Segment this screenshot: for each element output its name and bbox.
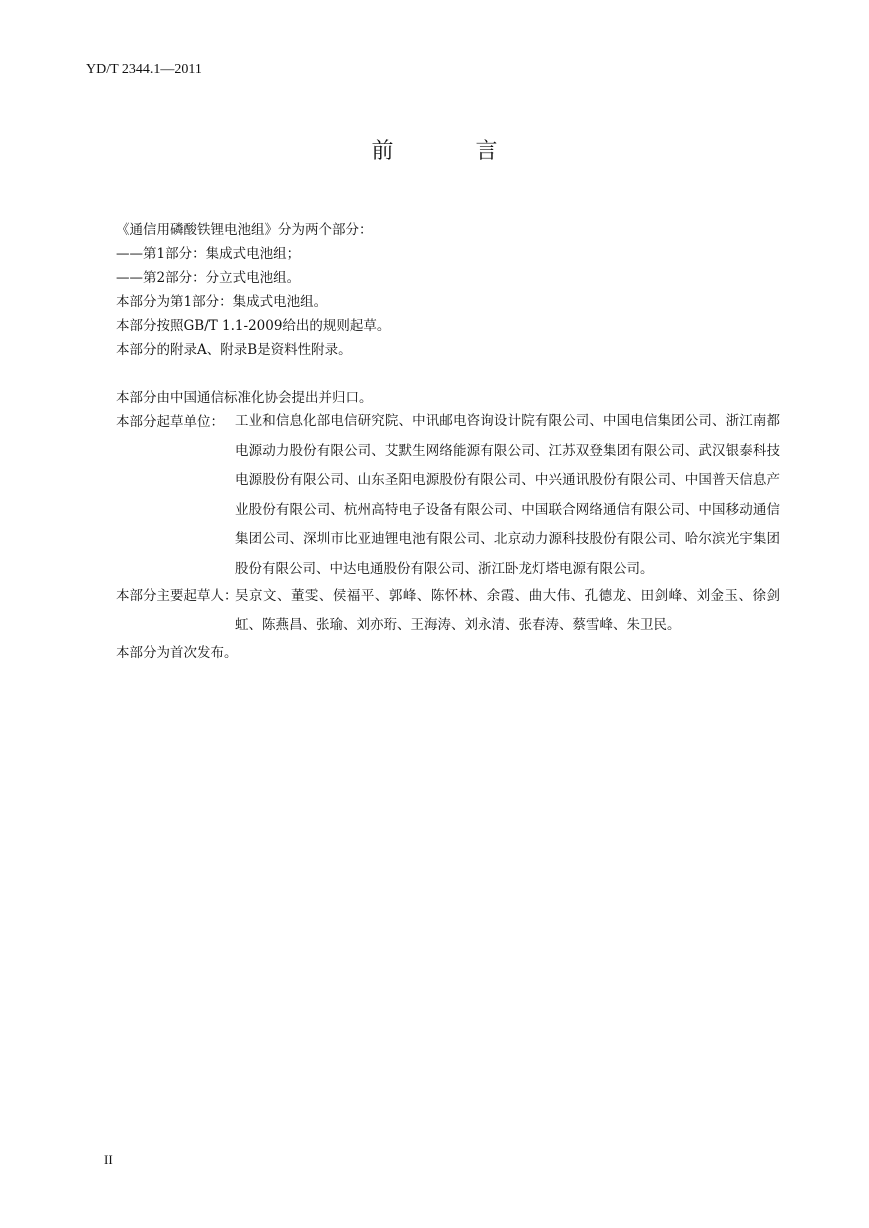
drafting-units-list: 工业和信息化部电信研究院、中讯邮电咨询设计院有限公司、中国电信集团公司、浙江南都电源动力股份有限公司、艾默生网络能源有限公司、江苏双登集团有限公司、武汉银泰科技电源股份有限公司、山东圣阳电源股份有限公司、中兴通讯股份有限公司、中国普天信息产业股份有限公司、杭州高特电子设备有限公司、中国联合网络通信有限公司、中国移动通信集团公司、深圳市比亚迪锂电池有限公司、北京动力源科技股份有限公司、哈尔滨光宇集团股份有限公司、中达电通股份有限公司、浙江卧龙灯塔电源有限公司。 <box>235 413 780 577</box>
paragraph-spacer <box>116 362 780 386</box>
page-number: II <box>104 1152 113 1167</box>
paragraph-part-2: ——第2部分：分立式电池组。 <box>116 270 301 286</box>
drafters-list: 吴京文、董雯、侯福平、郭峰、陈怀林、余霞、曲大伟、孔德龙、田剑峰、刘金玉、徐剑虹、陈燕昌、张瑜、刘亦珩、王海涛、刘永清、张春涛、蔡雪峰、朱卫民。 <box>235 587 780 633</box>
drafters-entry <box>116 584 780 640</box>
paragraph-first-release: 本部分为首次发布。 <box>116 644 238 661</box>
drafting-units-label: 本部分起草单位： <box>116 414 224 430</box>
drafters-label: 本部分主要起草人： <box>116 588 238 605</box>
paragraph-this-part: 本部分为第1部分：集成式电池组。 <box>116 294 328 310</box>
paragraph-part-1: ——第1部分：集成式电池组； <box>116 246 301 262</box>
paragraph-parts-intro: 《通信用磷酸铁锂电池组》分为两个部分： <box>116 222 373 238</box>
paragraph-appendix: 本部分的附录A、附录B是资料性附录。 <box>116 342 352 358</box>
page-title: 前 言 <box>371 139 528 164</box>
document-code: YD/T 2344.1—2011 <box>86 62 202 77</box>
foreword-body <box>116 218 780 665</box>
paragraph-proposal: 本部分由中国通信标准化协会提出并归口。 <box>116 390 373 406</box>
paragraph-drafting-rules: 本部分按照GB/T 1.1-2009给出的规则起草。 <box>116 318 391 334</box>
drafting-units-entry <box>116 410 780 584</box>
